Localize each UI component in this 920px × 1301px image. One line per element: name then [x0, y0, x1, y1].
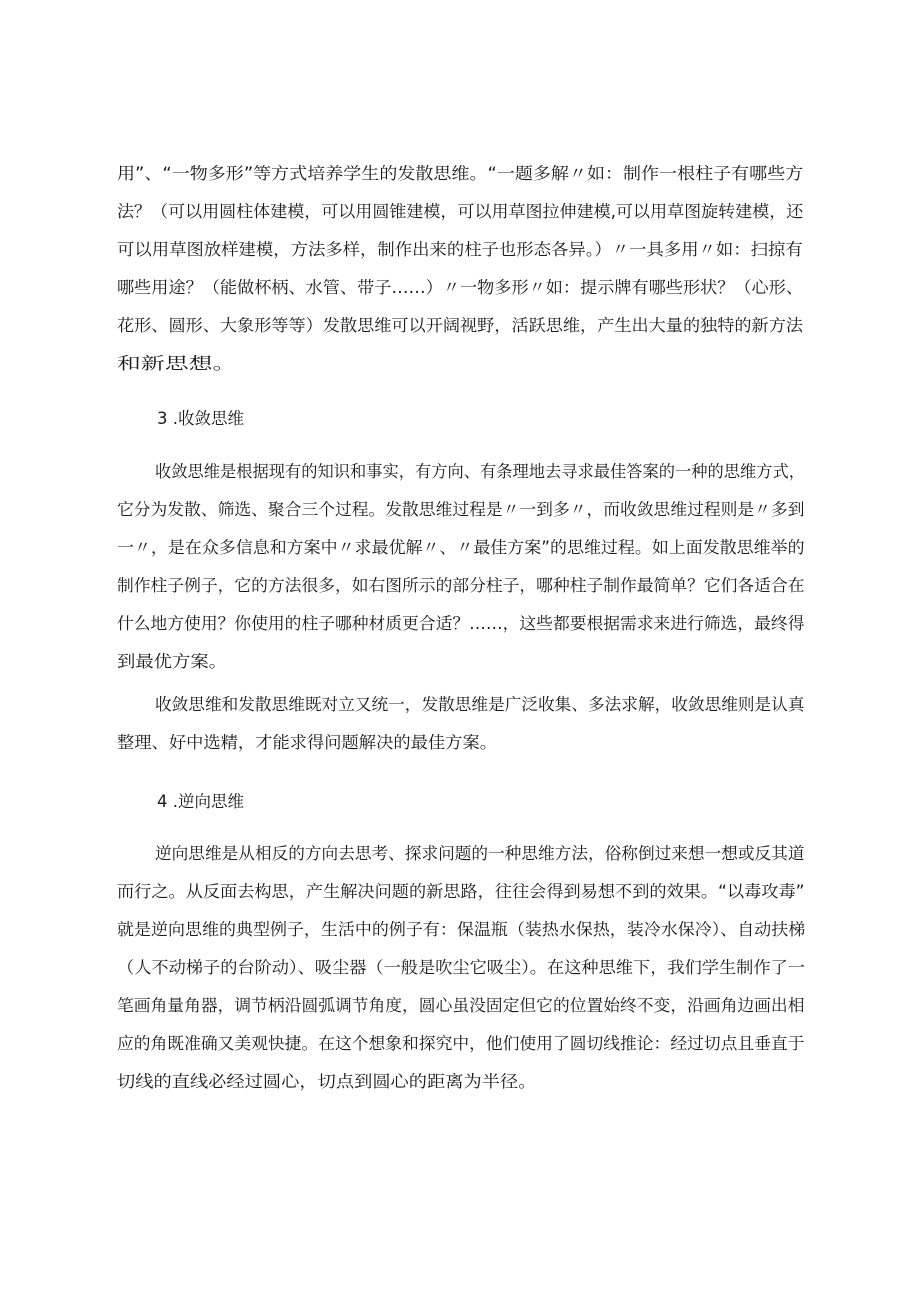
text-line: 制作柱子例子，它的方法很多，如右图所示的部分柱子，哪种柱子制作最简单？它们各适合在 — [117, 576, 805, 595]
text-line: 哪些用途？（能做杯柄、水管、带子……）〃一物多形〃如：提示牌有哪些形状？（心形、 — [117, 278, 804, 297]
text-line: （人不动梯子的台阶动）、吸尘器（一般是吹尘它吸尘）。在这种思维下，我们学生制作了一 — [117, 958, 805, 977]
text-line: 什么地方使用？你使用的柱子哪种材质更合适？……，这些都要根据需求来进行筛选，最终得 — [117, 614, 805, 633]
text-line: 就是逆向思维的典型例子，生活中的例子有：保温瓶（装热水保热，装冷水保冷）、自动扶梯 — [117, 920, 806, 939]
text-line: 笔画角量角器，调节柄沿圆弧调节角度，圆心虽没固定但它的位置始终不变，沿画角边画出相 — [117, 996, 805, 1015]
text-line: 而行之。从反面去构思，产生解决问题的新思路，往往会得到易想不到的效果。“以毒攻毒” — [117, 882, 805, 901]
text-line: 法？（可以用圆柱体建模，可以用圆锥建模，可以用草图拉伸建模,可以用草图旋转建模，还 — [117, 202, 804, 221]
section-heading: 4 .逆向思维 — [157, 792, 244, 811]
text-line: 和新思想。 — [117, 354, 237, 373]
text-line: 它分为发散、筛选、聚合三个过程。发散思维过程是〃一到多〃，而收敛思维过程则是〃多到 — [117, 500, 805, 519]
text-line: 逆向思维是从相反的方向去思考、探求问题的一种思维方法，俗称倒过来想一想或反其道 — [155, 844, 805, 863]
text-line: 到最优方案。 — [117, 652, 227, 671]
text-line: 切线的直线必经过圆心，切点到圆心的距离为半径。 — [117, 1072, 537, 1091]
text-line: 花形、圆形、大象形等等）发散思维可以开阔视野，活跃思维，产生出大量的独特的新方法 — [117, 316, 804, 335]
text-line: 用”、“一物多形”等方式培养学生的发散思维。“一题多解〃如：制作一根柱子有哪些方 — [117, 164, 804, 183]
text-line: 一〃，是在众多信息和方案中〃求最优解〃、〃最佳方案”的思维过程。如上面发散思维举的 — [117, 538, 805, 557]
section-heading: 3 .收敛思维 — [157, 409, 244, 428]
text-line: 收敛思维和发散思维既对立又统一，发散思维是广泛收集、多法求解，收敛思维则是认真 — [155, 695, 805, 714]
text-line: 可以用草图放样建模，方法多样，制作出来的柱子也形态各异。）〃一具多用〃如：扫掠有 — [117, 240, 803, 259]
text-line: 收敛思维是根据现有的知识和事实，有方向、有条理地去寻求最佳答案的一种的思维方式， — [155, 462, 805, 481]
text-line: 应的角既准确又美观快捷。在这个想象和探究中，他们使用了圆切线推论：经过切点且垂直于 — [117, 1034, 805, 1053]
text-line: 整理、好中选精，才能求得问题解决的最佳方案。 — [117, 733, 497, 752]
